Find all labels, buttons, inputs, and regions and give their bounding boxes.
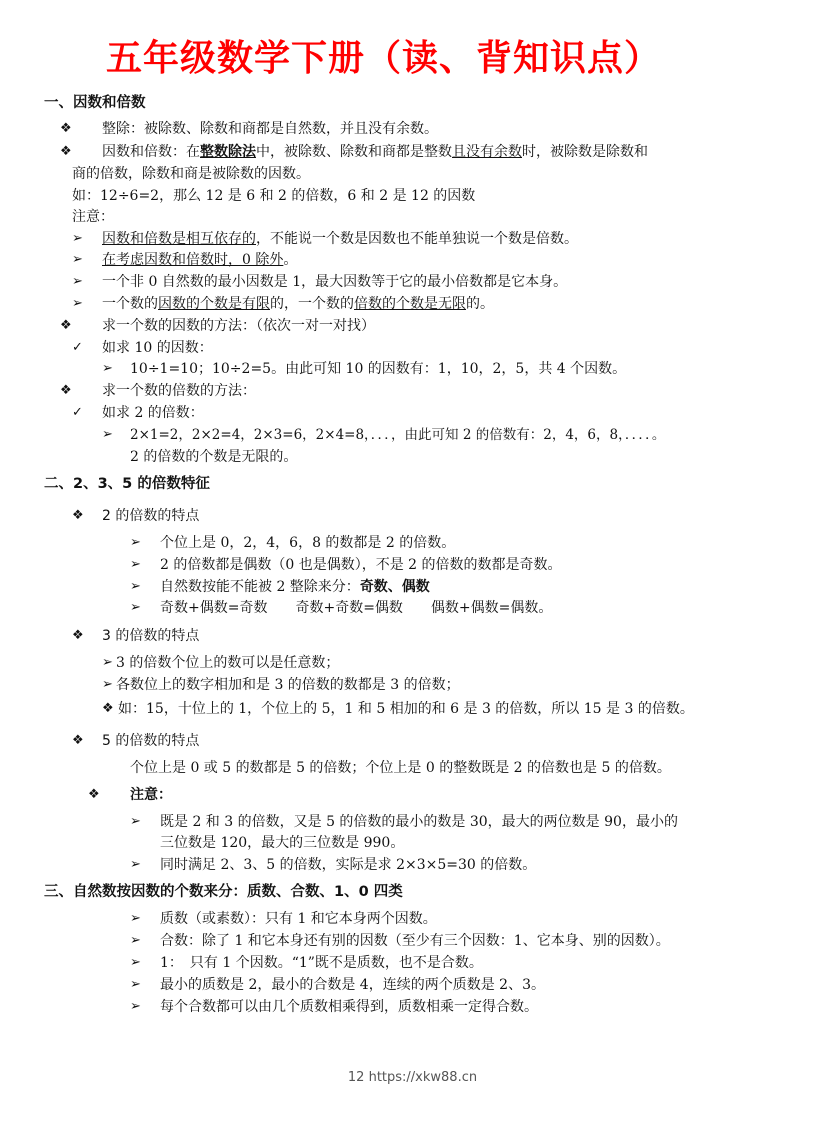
text-part: 时，被除数是除数和 — [522, 144, 648, 160]
term-label: 因数和倍数： — [102, 144, 186, 160]
arrow-bullet-icon: ➢ — [130, 535, 141, 550]
note-title: 注意： — [130, 787, 172, 803]
note-item: 同时满足 2、3、5 的倍数，实际是求 2×3×5=30 的倍数。 — [160, 857, 537, 873]
arrow-bullet-icon: ➢ — [72, 274, 83, 289]
multiple-of-2-title: 2 的倍数的特点 — [102, 508, 200, 524]
arrow-bullet-icon: ➢ — [72, 296, 83, 311]
definition-factor-multiple — [102, 142, 648, 162]
example-line: 如：12÷6=2，那么 12 是 6 和 2 的倍数，6 和 2 是 12 的因数 — [72, 188, 476, 204]
arrow-bullet-icon: ➢ — [130, 579, 141, 594]
note-item: 一个非 0 自然数的最小因数是 1，最大因数等于它的最小倍数都是它本身。 — [102, 274, 568, 290]
text-part: 。 — [283, 252, 298, 268]
check-bullet-icon: ✓ — [72, 340, 83, 355]
underlined-text: 因数和倍数是相互依存的 — [102, 231, 256, 247]
emphasis-no-remainder: 且没有余数 — [452, 144, 522, 160]
arrow-bullet-icon: ➢ — [130, 933, 141, 948]
arrow-bullet-icon: ➢ — [130, 857, 141, 872]
classification-item: 每个合数都可以由几个质数相乘得到，质数相乘一定得合数。 — [160, 999, 538, 1015]
arrow-bullet-icon: ➢ — [130, 557, 141, 572]
note-label: 注意： — [72, 209, 114, 225]
underlined-text: 因数的个数是有限 — [158, 296, 270, 312]
text-part: 的。 — [466, 296, 494, 312]
diamond-bullet-icon: ❖ — [88, 787, 100, 802]
classification-item: 最小的质数是 2，最小的合数是 4，连续的两个质数是 2、3。 — [160, 977, 545, 993]
note-item: 既是 2 和 3 的倍数，又是 5 的倍数的最小的数是 30，最大的两位数是 90，最小的 — [160, 814, 678, 830]
arrow-bullet-icon: ➢ — [130, 977, 141, 992]
multiple-of-2-rule: 2 的倍数都是偶数（0 也是偶数），不是 2 的倍数的数都是奇数。 — [160, 557, 562, 573]
text-part: 在 — [186, 144, 200, 160]
arrow-bullet-icon: ➢ — [130, 999, 141, 1014]
classification-item: 质数（或素数）：只有 1 和它本身两个因数。 — [160, 911, 437, 927]
arrow-bullet-icon: ➢ — [130, 814, 141, 829]
multiple-of-3-title: 3 的倍数的特点 — [102, 628, 200, 644]
diamond-bullet-icon: ❖ — [72, 733, 84, 748]
page-title: 五年级数学下册（读、背知识点） — [106, 38, 662, 79]
note-item-continuation: 三位数是 120，最大的三位数是 990。 — [160, 835, 405, 851]
multiple-of-5-title: 5 的倍数的特点 — [102, 733, 200, 749]
section-3-heading: 三、自然数按因数的个数来分：质数、合数、1、0 四类 — [44, 884, 403, 900]
method-multiples-title: 求一个数的倍数的方法： — [102, 383, 256, 399]
arrow-bullet-icon: ➢ — [72, 231, 83, 246]
diamond-bullet-icon: ❖ — [60, 144, 72, 159]
emphasis-odd-even: 奇数、偶数 — [359, 579, 430, 595]
arrow-bullet-icon: ➢ — [102, 361, 113, 376]
multiple-of-2-rule — [160, 577, 430, 597]
check-bullet-icon: ✓ — [72, 405, 83, 420]
section-2-heading: 二、2、3、5 的倍数特征 — [44, 476, 210, 492]
note-item — [102, 250, 297, 270]
page-footer: 12 https://xkw88.cn — [347, 1070, 478, 1085]
method-multiples-calculation: 2×1=2，2×2=4，2×3=6，2×4=8，．．．，由此可知 2 的倍数有：2，4，6，8，．．．．。 — [130, 427, 666, 443]
multiple-of-3-example: 如：15，十位上的 1，个位上的 5，1 和 5 相加的和 6 是 3 的倍数，所以 15 是 3 的倍数。 — [118, 701, 694, 717]
multiple-of-3-rule: 各数位上的数字相加和是 3 的倍数的数都是 3 的倍数； — [116, 677, 460, 693]
arrow-bullet-icon: ➢ — [130, 955, 141, 970]
text-part: ，不能说一个数是因数也不能单独说一个数是倍数。 — [256, 231, 578, 247]
definition-continuation: 商的倍数，除数和商是被除数的因数。 — [72, 166, 310, 182]
arrow-bullet-icon: ➢ — [130, 911, 141, 926]
method-factors-example: 如求 10 的因数： — [102, 340, 213, 356]
text-part: 一个数的 — [102, 296, 158, 312]
diamond-bullet-icon: ❖ — [60, 383, 72, 398]
text-part: 的，一个数的 — [270, 296, 354, 312]
classification-item: 合数：除了 1 和它本身还有别的因数（至少有三个因数：1、它本身、别的因数）。 — [160, 933, 670, 949]
note-item — [102, 229, 578, 249]
method-multiples-conclusion: 2 的倍数的个数是无限的。 — [130, 449, 298, 465]
arrow-bullet-icon: ➢ — [102, 677, 113, 692]
text-part: 自然数按能不能被 2 整除来分： — [160, 579, 360, 595]
multiple-of-5-rule: 个位上是 0 或 5 的数都是 5 的倍数；个位上是 0 的整数既是 2 的倍数也是 5 的倍数。 — [130, 760, 671, 776]
section-1-heading: 一、因数和倍数 — [44, 95, 146, 111]
multiple-of-2-rule: 个位上是 0，2，4，6，8 的数都是 2 的倍数。 — [160, 535, 456, 551]
diamond-bullet-icon: ❖ — [72, 628, 84, 643]
multiple-of-3-rule: 3 的倍数个位上的数可以是任意数； — [116, 655, 340, 671]
note-item — [102, 294, 494, 314]
diamond-bullet-icon: ❖ — [60, 318, 72, 333]
multiple-of-2-rule: 奇数+偶数=奇数 奇数+奇数=偶数 偶数+偶数=偶数。 — [160, 600, 553, 616]
text-part: 中，被除数、除数和商都是整数 — [256, 144, 452, 160]
arrow-bullet-icon: ➢ — [102, 427, 113, 442]
method-factors-calculation: 10÷1=10；10÷2=5。由此可知 10 的因数有：1，10，2，5，共 4 个因数。 — [130, 361, 627, 377]
diamond-bullet-icon: ❖ — [102, 701, 114, 716]
arrow-bullet-icon: ➢ — [72, 252, 83, 267]
diamond-bullet-icon: ❖ — [60, 121, 72, 136]
arrow-bullet-icon: ➢ — [130, 600, 141, 615]
term-label: 整除： — [102, 121, 144, 137]
method-factors-title: 求一个数的因数的方法：（依次一对一对找） — [102, 318, 375, 334]
emphasis-integer-division: 整数除法 — [200, 144, 256, 160]
underlined-text: 在考虑因数和倍数时，0 除外 — [102, 252, 284, 268]
definition-zhengchu — [102, 119, 438, 139]
definition-text: 被除数、除数和商都是自然数，并且没有余数。 — [144, 121, 438, 137]
method-multiples-example: 如求 2 的倍数： — [102, 405, 204, 421]
classification-item: 1： 只有 1 个因数。“1”既不是质数，也不是合数。 — [160, 955, 483, 971]
diamond-bullet-icon: ❖ — [72, 508, 84, 523]
arrow-bullet-icon: ➢ — [102, 655, 113, 670]
underlined-text: 倍数的个数是无限 — [354, 296, 466, 312]
